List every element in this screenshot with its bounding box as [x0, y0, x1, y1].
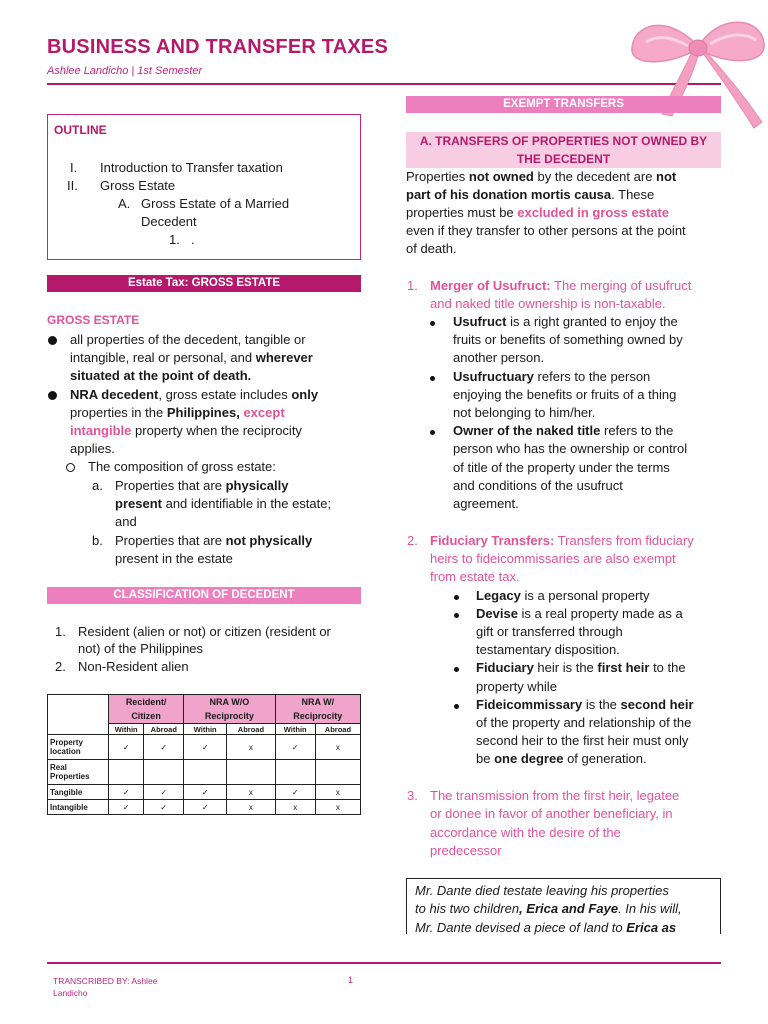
- bullet-icon: [48, 391, 57, 400]
- subsection-title: THE DECEDENT: [516, 152, 611, 166]
- bullet-icon: [454, 613, 459, 618]
- bullet-text: properties in the Philippines, except: [70, 405, 285, 420]
- list-letter: b.: [92, 533, 103, 548]
- gross-estate-heading: GROSS ESTATE: [47, 313, 140, 327]
- table-subheader: Abroad: [315, 724, 360, 735]
- table-cell: [275, 760, 315, 785]
- table-subheader: Within: [184, 724, 227, 735]
- table-cell: x: [315, 800, 360, 815]
- example-line: Mr. Dante died testate leaving his properties: [415, 883, 669, 898]
- table-cell: [184, 760, 227, 785]
- bullet-icon: [48, 336, 57, 345]
- outline-num: II.: [67, 178, 78, 193]
- list-text: and naked title ownership is non-taxable.: [430, 296, 666, 311]
- paragraph-line: even if they transfer to other persons at the point: [406, 223, 686, 238]
- bullet-text: all properties of the decedent, tangible or: [70, 332, 306, 347]
- table-group-header: Recident/ Citizen: [109, 695, 184, 724]
- footer-credit-line: TRANSCRIBED BY: Ashlee: [53, 976, 158, 986]
- table-cell: x: [315, 735, 360, 760]
- table-corner: [48, 695, 109, 735]
- list-text: Fiduciary Transfers: Transfers from fiduciary: [430, 533, 694, 548]
- row-label: Real Properties: [48, 760, 109, 785]
- row-label: Intangible: [48, 800, 109, 815]
- bullet-icon: [454, 667, 459, 672]
- outline-item: Gross Estate: [100, 178, 176, 193]
- table-cell: ✓: [109, 735, 144, 760]
- list-text: Properties that are physically: [115, 478, 289, 493]
- outline-item: Introduction to Transfer taxation: [100, 160, 283, 175]
- bullet-text: intangible, real or personal, and wherever: [70, 350, 313, 365]
- example-box: [406, 878, 721, 934]
- list-text: and: [115, 514, 137, 529]
- outline-item: Gross Estate of a Married: [141, 196, 290, 211]
- table-cell: ✓: [275, 785, 315, 800]
- bullet-text: be one degree of generation.: [476, 751, 647, 766]
- bullet-text: and conditions of the usufruct: [453, 478, 623, 493]
- list-letter: a.: [92, 478, 103, 493]
- table-group-header: NRA W/ Reciprocity: [275, 695, 360, 724]
- table-group-header: NRA W/O Reciprocity: [184, 695, 275, 724]
- bullet-text: fruits or benefits of something owned by: [453, 332, 683, 347]
- outline-item: Decedent: [141, 214, 197, 229]
- table-subheader: Abroad: [227, 724, 275, 735]
- bullet-text: second heir to the first heir must only: [476, 733, 689, 748]
- bullet-text: another person.: [453, 350, 545, 365]
- page-number: 1: [348, 975, 354, 985]
- classification-table: [47, 694, 361, 815]
- bullet-text: of title of the property under the terms: [453, 460, 670, 475]
- table-cell: ✓: [184, 735, 227, 760]
- list-num: 3.: [407, 788, 418, 803]
- bullet-text: Fideicommissary is the second heir: [476, 697, 694, 712]
- outline-num: I.: [70, 160, 78, 175]
- table-cell: [315, 760, 360, 785]
- bullet-text: gift or transferred through: [476, 624, 623, 639]
- table-cell: ✓: [144, 735, 184, 760]
- bullet-icon: [454, 704, 459, 709]
- table-cell: x: [227, 785, 275, 800]
- list-text: present in the estate: [115, 551, 233, 566]
- list-num: 2.: [55, 659, 66, 674]
- bullet-text: intangible property when the reciprocity: [70, 423, 302, 438]
- table-cell: ✓: [144, 800, 184, 815]
- bullet-icon: [430, 376, 435, 381]
- bullet-text: Legacy is a personal property: [476, 588, 650, 603]
- table-cell: ✓: [109, 785, 144, 800]
- bullet-text: person who has the ownership or control: [453, 441, 688, 456]
- table-row: [48, 800, 361, 815]
- bullet-icon: [430, 430, 435, 435]
- bullet-text: agreement.: [453, 496, 519, 511]
- bullet-text: testamentary disposition.: [476, 642, 620, 657]
- table-row: [48, 760, 361, 785]
- table-cell: ✓: [184, 800, 227, 815]
- table-row: [48, 735, 361, 760]
- row-label: Tangible: [48, 785, 109, 800]
- table-subheader: Abroad: [144, 724, 184, 735]
- footer-credit-line: Landicho: [53, 988, 88, 998]
- bullet-icon: [454, 595, 459, 600]
- list-text: Resident (alien or not) or citizen (resident or: [78, 624, 331, 639]
- subsection-bar-not-owned: [406, 132, 721, 168]
- table-cell: x: [227, 800, 275, 815]
- table-cell: ✓: [144, 785, 184, 800]
- outline-title: OUTLINE: [54, 123, 107, 137]
- table-cell: x: [227, 735, 275, 760]
- table-cell: x: [275, 800, 315, 815]
- sub-bullet-text: The composition of gross estate:: [88, 459, 276, 474]
- list-text: The transmission from the first heir, legatee: [430, 788, 680, 803]
- list-text: Merger of Usufruct: The merging of usufruct: [430, 278, 692, 293]
- list-text: or donee in favor of another beneficiary, in: [430, 806, 673, 821]
- section-bar-exempt: EXEMPT TRANSFERS: [406, 96, 721, 113]
- list-text: present and identifiable in the estate;: [115, 496, 332, 511]
- paragraph-line: of death.: [406, 241, 457, 256]
- bullet-text: of the property and relationship of the: [476, 715, 692, 730]
- page-title: BUSINESS AND TRANSFER TAXES: [47, 36, 388, 58]
- table-cell: x: [315, 785, 360, 800]
- bullet-text: Usufructuary refers to the person: [453, 369, 651, 384]
- list-num: 1.: [407, 278, 418, 293]
- table-subheader: Within: [109, 724, 144, 735]
- bullet-text: applies.: [70, 441, 115, 456]
- bullet-text: situated at the point of death.: [70, 368, 252, 383]
- list-text: Non-Resident alien: [78, 659, 189, 674]
- bullet-text: property while: [476, 679, 557, 694]
- table-subheader: Within: [275, 724, 315, 735]
- bullet-text: Fiduciary heir is the first heir to the: [476, 660, 686, 675]
- list-text: accordance with the desire of the: [430, 825, 621, 840]
- bullet-text: NRA decedent, gross estate includes only: [70, 387, 319, 402]
- page-subtitle: Ashlee Landicho | 1st Semester: [47, 65, 203, 77]
- header-divider: [47, 83, 721, 85]
- circle-bullet-icon: [66, 463, 75, 472]
- list-text: predecessor: [430, 843, 502, 858]
- paragraph-line: part of his donation mortis causa. These: [406, 187, 655, 202]
- outline-item: .: [191, 232, 195, 247]
- bullet-icon: [430, 321, 435, 326]
- row-label: Property location: [48, 735, 109, 760]
- list-text: not) of the Philippines: [78, 641, 204, 656]
- example-line: to his two children, Erica and Faye. In his will,: [415, 901, 682, 917]
- table-cell: ✓: [184, 785, 227, 800]
- list-text: heirs to fideicommissaries are also exempt: [430, 551, 676, 566]
- table-cell: [109, 760, 144, 785]
- table-row: [48, 785, 361, 800]
- bullet-text: enjoying the benefits or fruits of a thing: [453, 387, 677, 402]
- bullet-text: Owner of the naked title refers to the: [453, 423, 674, 438]
- bullet-text: Usufruct is a right granted to enjoy the: [453, 314, 678, 329]
- table-cell: [144, 760, 184, 785]
- list-num: 2.: [407, 533, 418, 548]
- outline-num: 1.: [169, 232, 180, 247]
- list-text: Properties that are not physically: [115, 533, 313, 548]
- list-text: from estate tax.: [430, 569, 520, 584]
- subsection-title: A. TRANSFERS OF PROPERTIES NOT OWNED BY: [419, 134, 708, 148]
- example-line: Mr. Dante devised a piece of land to Erica as: [415, 919, 677, 935]
- outline-box: [47, 114, 361, 260]
- bullet-text: Devise is a real property made as a: [476, 606, 683, 621]
- table-cell: [227, 760, 275, 785]
- section-bar-classification: CLASSIFICATION OF DECEDENT: [47, 587, 361, 604]
- footer-divider: [47, 962, 721, 964]
- section-bar-estate-tax: Estate Tax: GROSS ESTATE: [47, 275, 361, 292]
- footer-credit: [53, 975, 157, 999]
- list-num: 1.: [55, 624, 66, 639]
- paragraph-line: properties must be excluded in gross estate: [406, 205, 670, 220]
- table-cell: ✓: [275, 735, 315, 760]
- paragraph-line: Properties not owned by the decedent are not: [406, 169, 677, 184]
- outline-num: A.: [118, 196, 131, 211]
- table-cell: ✓: [109, 800, 144, 815]
- bullet-text: not belonging to him/her.: [453, 405, 596, 420]
